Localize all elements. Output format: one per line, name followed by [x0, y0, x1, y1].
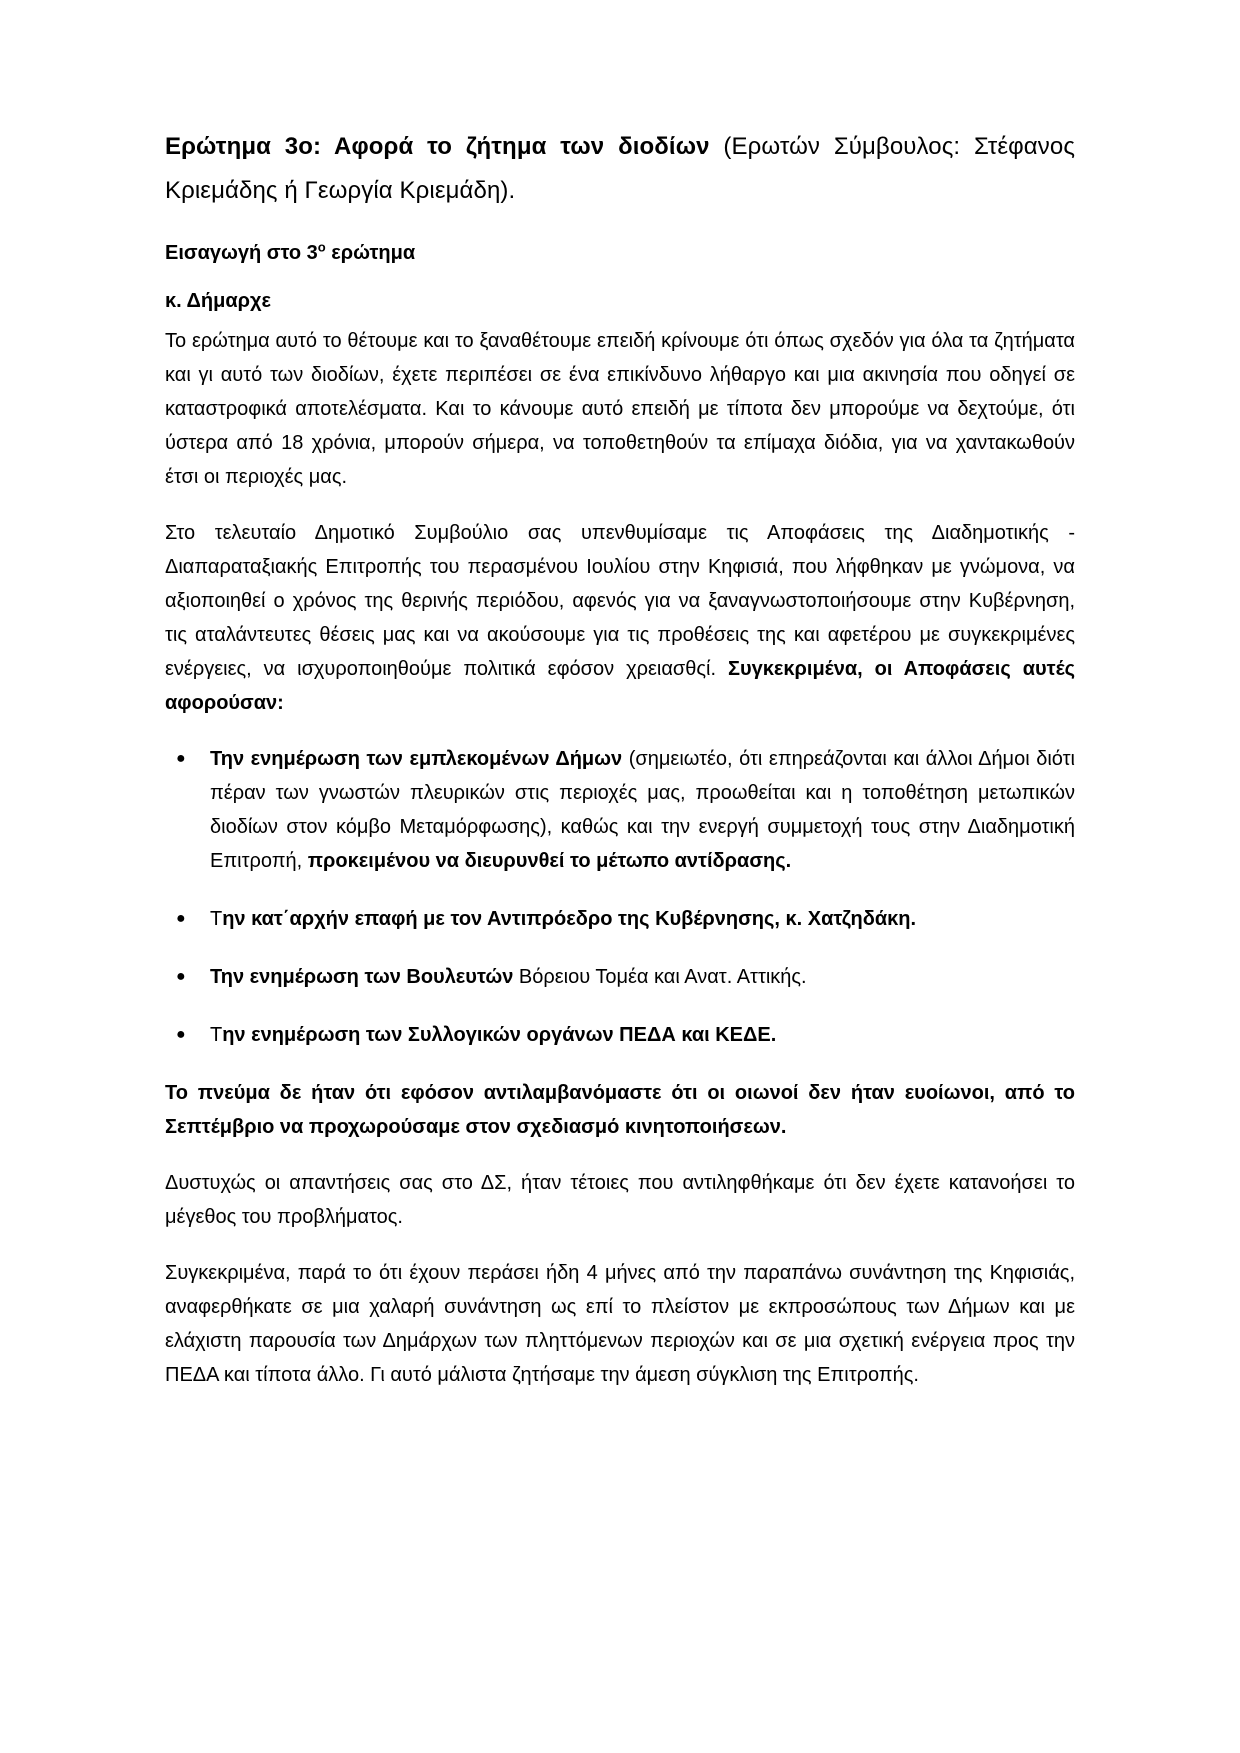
bullet-marker-icon: ● [176, 1026, 186, 1043]
bullet-marker-icon: ● [176, 750, 186, 767]
text-run: Στο τελευταίο Δημοτικό Συμβούλιο σας υπενθυμίσαμε τις Αποφάσεις της Διαδημοτικής - Διαπαραταξιακής Επιτροπής του περασμένου Ιουλίου στην Κηφισιά, που λήφθηκαν με γνώμονα, να αξιοποιηθεί ο χρόνος της θερινής περιόδου, αφενός για να ξαναγνωστοποιήσουμε στην Κυβέρνηση, τις αταλάντευτες θέσεις μας και να ακούσουμε για τις προθέσεις της και αφετέρου με συγκεκριμένες ενέργειες, να ισχυροποιηθούμε πολιτικά εφόσον χρειασθςί. [165, 522, 1075, 680]
bold-text-run: Ερώτημα 3ο: Αφορά το ζήτημα των διοδίων [165, 133, 724, 160]
bullet-marker-icon: ● [176, 968, 186, 985]
paragraph [165, 1256, 1075, 1392]
emphasis-paragraph [165, 1076, 1075, 1144]
section-heading [165, 236, 1075, 270]
bold-text-run: Το πνεύμα δε ήταν ότι εφόσον αντιλαμβανόμαστε ότι οι οιωνοί δεν ήταν ευοίωνοι, από το Σεπτέμβριο να προχωρούσαμε στον σχεδιασμό κινητοποιήσεων. [165, 1082, 1075, 1138]
bold-text-run: ην κατ΄αρχήν επαφή με τον Αντιπρόεδρο της Κυβέρνησης, κ. Χατζηδάκη. [222, 908, 917, 930]
document-content [165, 125, 1075, 1392]
bullet-item [165, 960, 1075, 994]
bullet-text [210, 1018, 1075, 1052]
bullet-text [210, 960, 1075, 994]
text-run: Τ [210, 1024, 223, 1046]
salutation [165, 284, 1075, 318]
bullet-item [165, 1018, 1075, 1052]
text-run: (Ερωτών Σύμβουλος: Στέφανος Κριεμάδης ή Γεωργία Κριεμάδη). [165, 133, 1075, 204]
text-run: Δυστυχώς οι απαντήσεις σας στο ΔΣ, ήταν τέτοιες που αντιληφθήκαμε ότι δεν έχετε κατανοήσει το μέγεθος του προβλήματος. [165, 1172, 1075, 1228]
bold-text-run: προκειμένου να διευρυνθεί το μέτωπο αντίδρασης. [307, 850, 792, 872]
bold-text-run: κ. Δήμαρχε [165, 290, 272, 312]
text-run: (σημειωτέο, ότι επηρεάζονται και άλλοι Δήμοι διότι πέραν των γνωστών πλευρικών στις περιοχές μας, προωθείται και η τοποθέτηση μετωπικών διοδίων στον κόμβο Μεταμόρφωσης), καθώς και την ενεργή συμμετοχή τους στην Διαδημοτική Επιτροπή, [210, 748, 1075, 872]
paragraph [165, 324, 1075, 494]
bullet-item [165, 902, 1075, 936]
paragraph [165, 1166, 1075, 1234]
bullet-marker-icon: ● [176, 910, 186, 927]
bold-text-run: Την ενημέρωση των Βουλευτών [210, 966, 519, 988]
bold-text-run: ερώτημα [325, 242, 416, 264]
bold-text-run: Την ενημέρωση των εμπλεκομένων Δήμων [210, 748, 629, 770]
superscript-run: ο [317, 239, 326, 255]
bullet-item [165, 742, 1075, 878]
text-run: Το ερώτημα αυτό το θέτουμε και το ξαναθέτουμε επειδή κρίνουμε ότι όπως σχεδόν για όλα τα ζητήματα και γι αυτό των διοδίων, έχετε περιπέσει σε ένα επικίνδυνο λήθαργο και μια ακινησία που οδηγεί σε καταστροφικά αποτελέσματα. Και το κάνουμε αυτό επειδή με τίποτα δεν μπορούμε να δεχτούμε, ότι ύστερα από 18 χρόνια, μπορούν σήμερα, να τοποθετηθούν τα επίμαχα διόδια, για να χαντακωθούν έτσι οι περιοχές μας. [165, 330, 1075, 488]
bullet-text [210, 902, 1075, 936]
bold-text-run: ην ενημέρωση των Συλλογικών οργάνων ΠΕΔΑ και ΚΕΔΕ. [222, 1024, 777, 1046]
bold-text-run: Συγκεκριμένα, οι Αποφάσεις αυτές αφορούσαν: [165, 658, 1075, 714]
text-run: Συγκεκριμένα, παρά το ότι έχουν περάσει ήδη 4 μήνες από την παραπάνω συνάντηση της Κηφισιάς, αναφερθήκατε σε μια χαλαρή συνάντηση ως επί το πλείστον με εκπροσώπους των Δήμων και με ελάχιστη παρουσία των Δημάρχων των πληττόμενων περιοχών και σε μια σχετική ενέργεια προς την ΠΕΔΑ και τίποτα άλλο. Γι αυτό μάλιστα ζητήσαμε την άμεση σύγκλιση της Επιτροπής. [165, 1262, 1075, 1386]
text-run: Βόρειου Τομέα και Ανατ. Αττικής. [518, 966, 807, 988]
bold-text-run: Εισαγωγή στο 3 [165, 242, 318, 264]
text-run: Τ [210, 908, 223, 930]
document-title [165, 125, 1075, 213]
bullet-text [210, 742, 1075, 878]
paragraph [165, 516, 1075, 720]
